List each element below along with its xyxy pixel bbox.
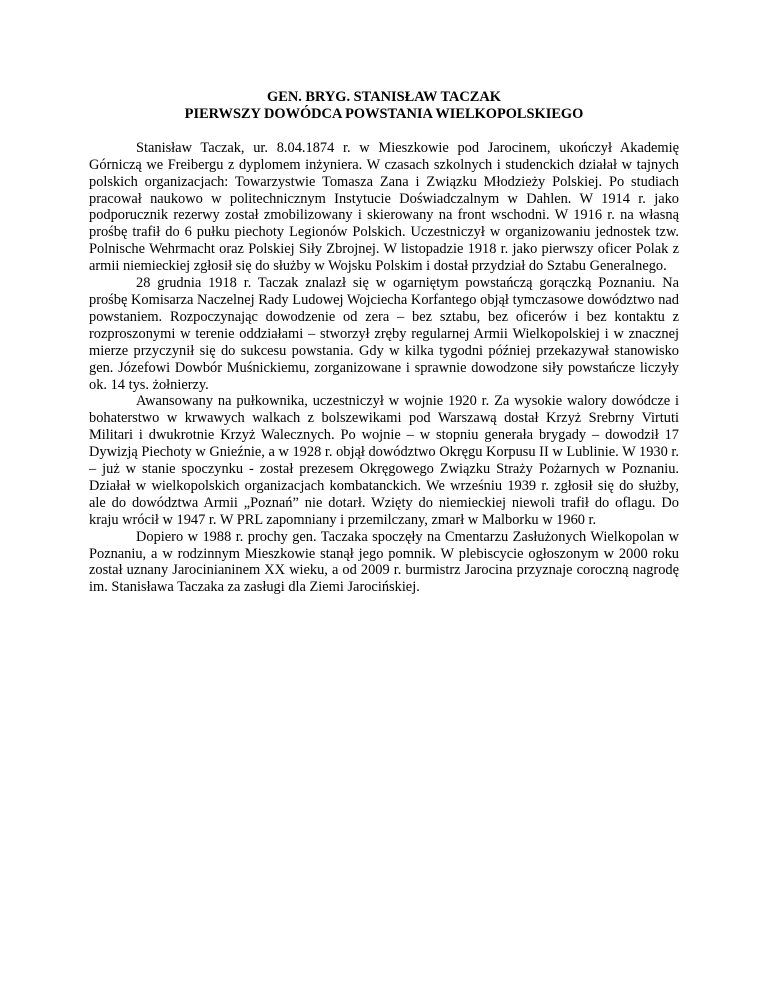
document-title-line-2: PIERWSZY DOWÓDCA POWSTANIA WIELKOPOLSKIEGO	[184, 105, 584, 122]
title-spacer	[89, 123, 679, 140]
paragraph-later-career: Awansowany na pułkownika, uczestniczył w wojnie 1920 r. Za wysokie walory dowódcze i bohaterstwo w krwawych walkach z bolszewikami pod Warszawą dostał Krzyż Srebrny Virtuti Militari i dwukrotnie Krzyż Walecznych. Po wojnie – w stopniu generała brygady – dowodził 17 Dywizją Piechoty w Gnieźnie, a w 1928 r. objął dowództwo Okręgu Korpusu II w Lublinie. W 1930 r. – już w stanie spoczynku - został prezesem Okręgowego Związku Straży Pożarnych w Poznaniu. Działał w wielkopolskich organizacjach kombatanckich. We wrześniu 1939 r. zgłosił się do służby, ale do dowództwa Armii „Poznań” nie dotarł. Wzięty do niemieckiej niewoli trafił do oflagu. Do kraju wrócił w 1947 r. W PRL zapomniany i przemilczany, zmarł w Malborku w 1960 r.	[89, 393, 679, 528]
document-page	[89, 89, 679, 596]
paragraph-uprising-command: 28 grudnia 1918 r. Taczak znalazł się w ogarniętym powstańczą gorączką Poznaniu. Na prośbę Komisarza Naczelnej Rady Ludowej Wojciecha Korfantego objął tymczasowe dowództwo nad powstaniem. Rozpoczynając dowodzenie od zera – bez sztabu, bez oficerów i bez kontaktu z rozproszonymi w terenie oddziałami – stworzył zręby regularnej Armii Wielkopolskiej i w znacznej mierze przyczynił się do sukcesu powstania. Gdy w kilka tygodni później przekazywał stanowisko gen. Józefowi Dowbór Muśnickiemu, zorganizowane i sprawnie dowodzone siły powstańcze liczyły ok. 14 tys. żołnierzy.	[89, 275, 679, 393]
document-title-line-1: GEN. BRYG. STANISŁAW TACZAK	[267, 89, 501, 105]
paragraph-commemoration: Dopiero w 1988 r. prochy gen. Taczaka spoczęły na Cmentarzu Zasłużonych Wielkopolan w Poznaniu, a w rodzinnym Mieszkowie stanął jego pomnik. W plebiscycie ogłoszonym w 2000 roku został uznany Jarocinianinem XX wieku, a od 2009 r. burmistrz Jarocina przyznaje coroczną nagrodę im. Stanisława Taczaka za zasługi dla Ziemi Jarocińskiej.	[89, 528, 679, 596]
paragraph-biography-early: Stanisław Taczak, ur. 8.04.1874 r. w Mieszkowie pod Jarocinem, ukończył Akademię Górniczą we Freibergu z dyplomem inżyniera. W czasach szkolnych i studenckich działał w tajnych polskich organizacjach: Towarzystwie Tomasza Zana i Związku Młodzieży Polskiej. Po studiach pracował naukowo w politechnicznym Instytucie Doświadczalnym w Dahlen. W 1914 r. jako podporucznik rezerwy został zmobilizowany i skierowany na front wschodni. W 1916 r. na własną prośbę trafił do 6 pułku piechoty Legionów Polskich. Uczestniczył w organizowaniu jednostek tzw. Polnische Wehrmacht oraz Polskiej Siły Zbrojnej. W listopadzie 1918 r. jako pierwszy oficer Polak z armii niemieckiej zgłosił się do służby w Wojsku Polskim i dostał przydział do Sztabu Generalnego.	[89, 139, 679, 275]
